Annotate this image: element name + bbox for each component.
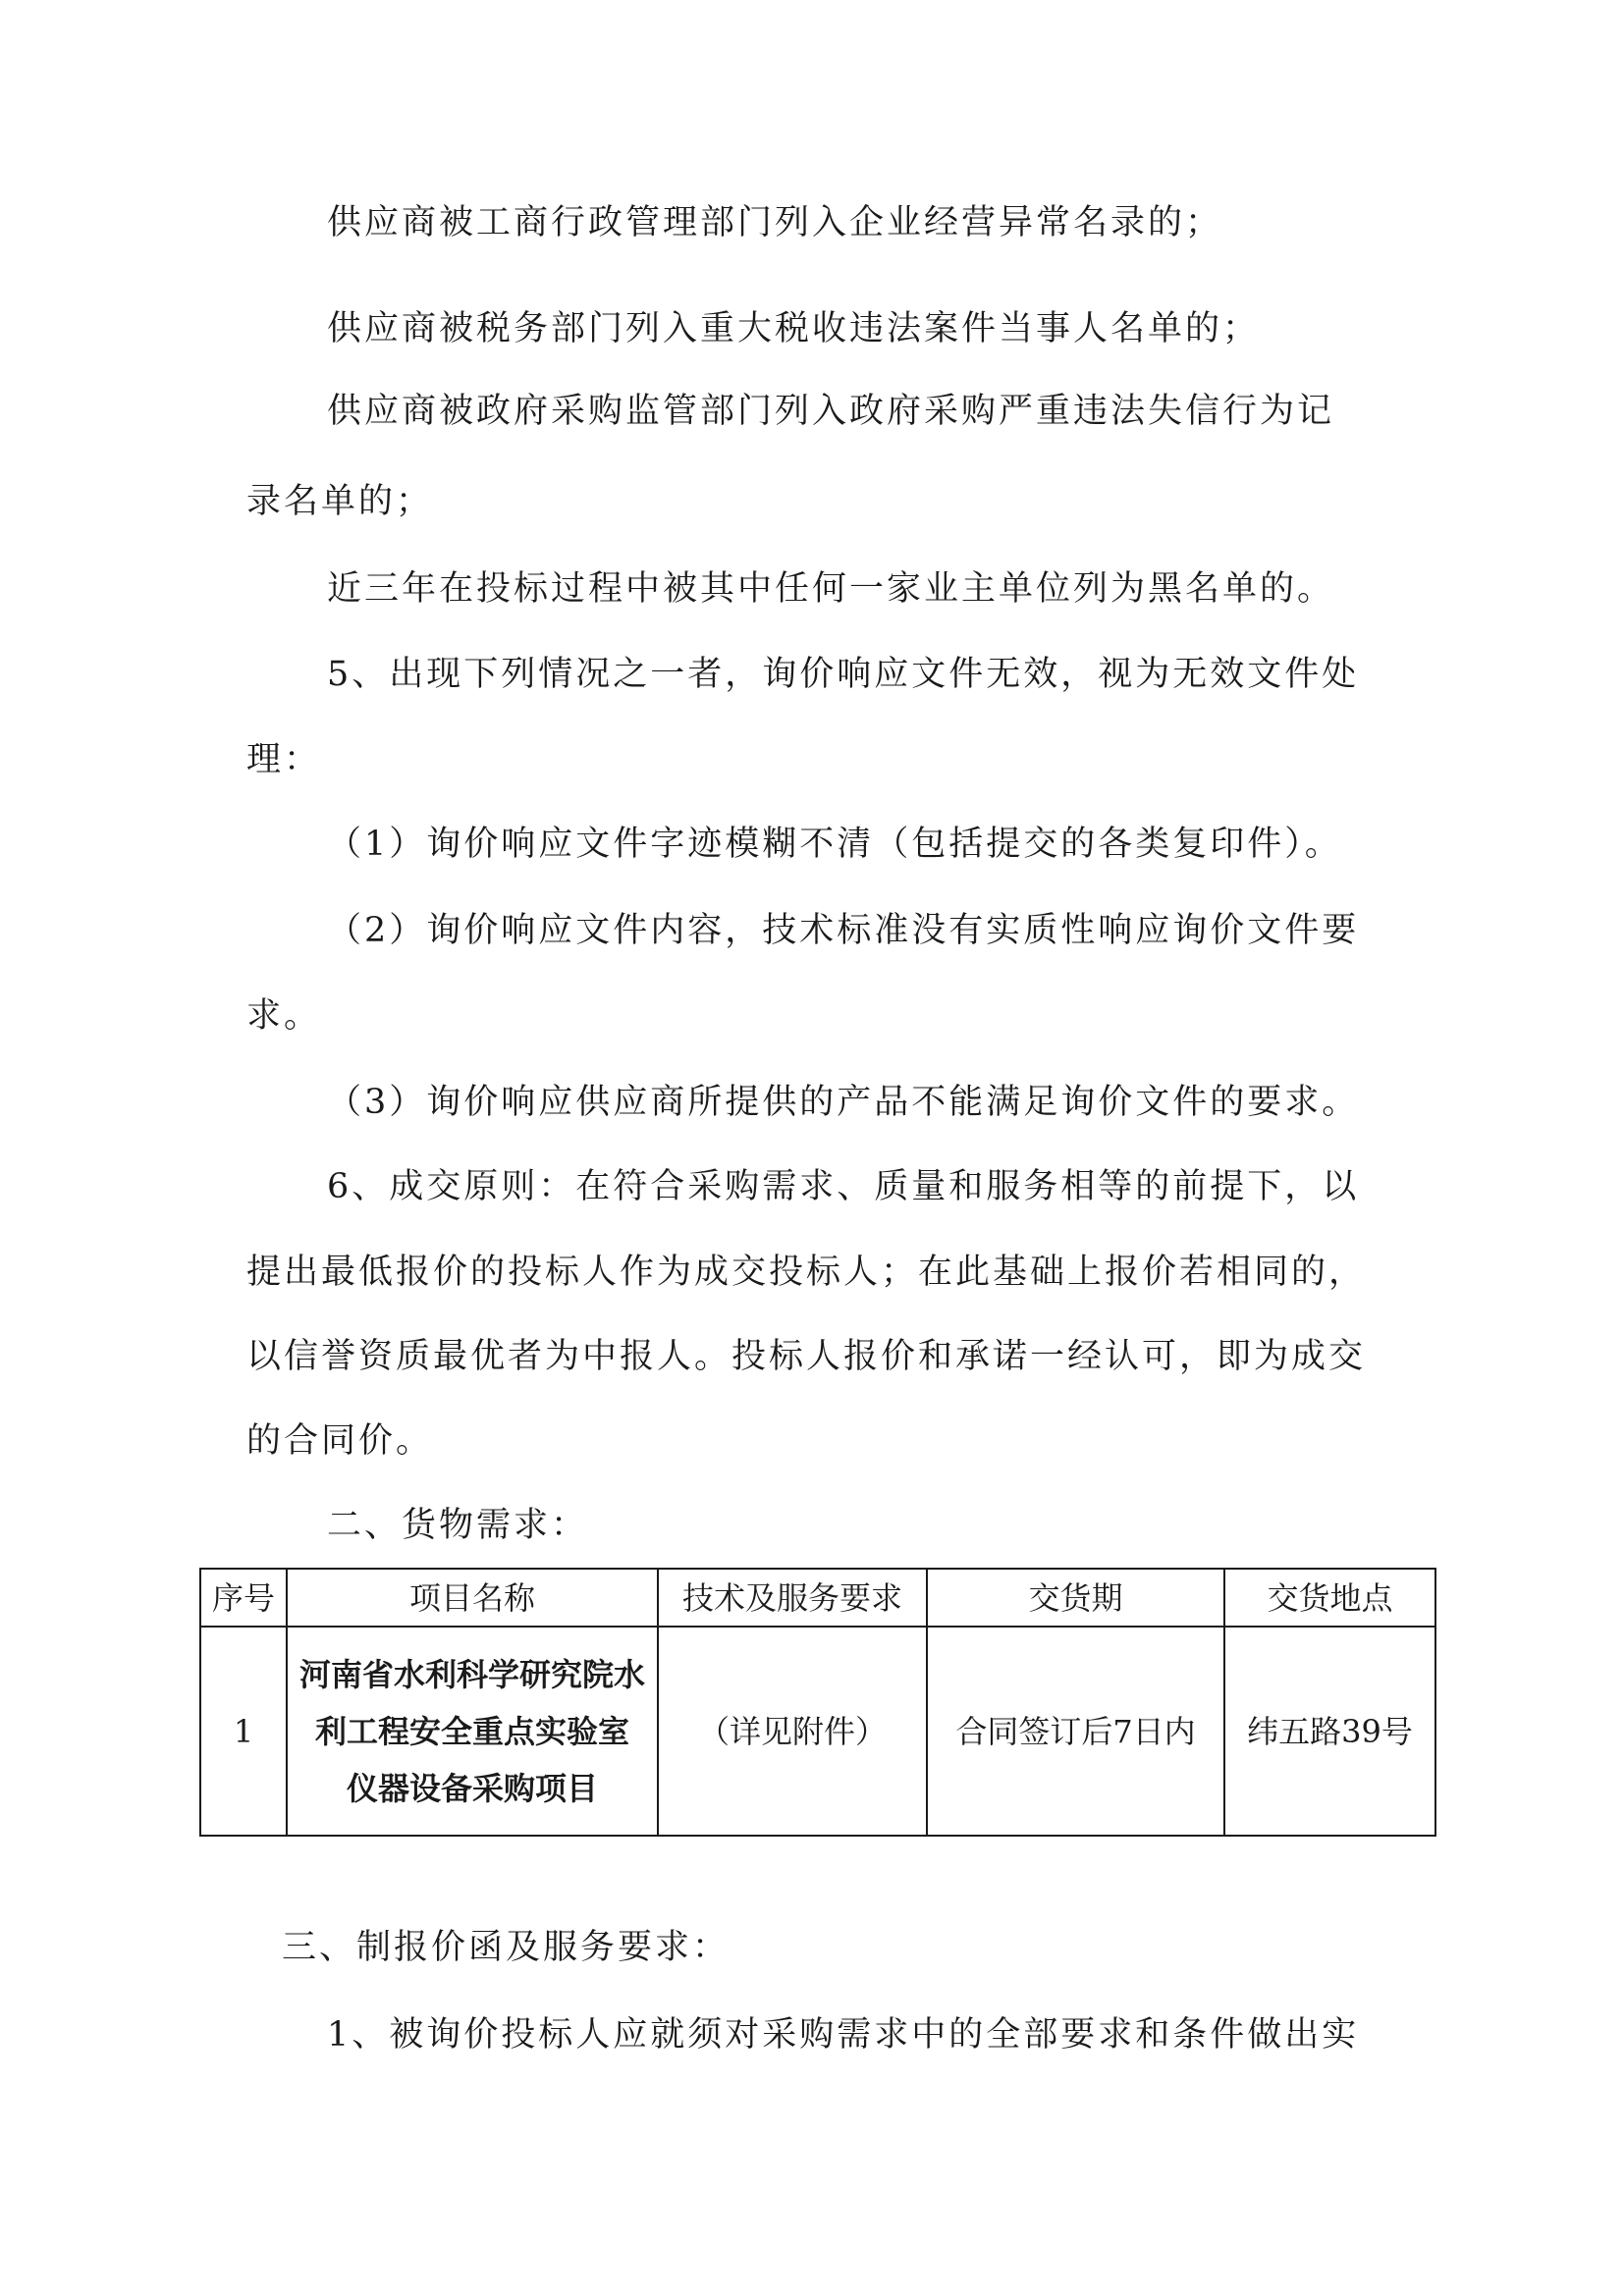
paragraph-quotation-1: 1、被询价投标人应就须对采购需求中的全部要求和条件做出实 <box>327 2015 1360 2055</box>
paragraph-1: 供应商被工商行政管理部门列入企业经营异常名录的； <box>327 203 1223 242</box>
table-header-row <box>200 1569 1435 1627</box>
goods-requirements-table <box>199 1568 1436 1837</box>
section-heading-goods: 二、货物需求： <box>327 1506 589 1545</box>
paragraph-6: （1）询价响应文件字迹模糊不清（包括提交的各类复印件）。 <box>327 825 1342 864</box>
paragraph-8: （3）询价响应供应商所提供的产品不能满足询价文件的要求。 <box>327 1083 1360 1122</box>
project-name-line-2: 利工程安全重点实验室 <box>314 1712 629 1750</box>
header-project-name: 项目名称 <box>287 1569 658 1627</box>
paragraph-3: 供应商被政府采购监管部门列入政府采购严重违法失信行为记 <box>327 392 1335 431</box>
table-row <box>200 1627 1435 1836</box>
cell-requirements: （详见附件） <box>658 1627 927 1836</box>
project-name-line-1: 河南省水利科学研究院水 <box>298 1655 645 1693</box>
header-requirements: 技术及服务要求 <box>658 1569 927 1627</box>
header-no: 序号 <box>200 1569 287 1627</box>
cell-project-name <box>287 1627 658 1836</box>
cell-no: 1 <box>200 1627 287 1836</box>
paragraph-5: 5、出现下列情况之一者，询价响应文件无效，视为无效文件处 <box>327 655 1360 694</box>
paragraph-9-cont-3: 的合同价。 <box>246 1421 434 1461</box>
paragraph-9: 6、成交原则：在符合采购需求、质量和服务相等的前提下，以 <box>327 1167 1360 1206</box>
paragraph-9-cont-2: 以信誉资质最优者为中报人。投标人报价和承诺一经认可，即为成交 <box>246 1337 1367 1376</box>
project-name-line-3: 仪器设备采购项目 <box>346 1769 598 1807</box>
cell-delivery-location: 纬五路39号 <box>1224 1627 1435 1836</box>
paragraph-5-cont: 理： <box>246 740 322 779</box>
paragraph-2: 供应商被税务部门列入重大税收违法案件当事人名单的； <box>327 309 1261 348</box>
header-delivery-location: 交货地点 <box>1224 1569 1435 1627</box>
paragraph-9-cont-1: 提出最低报价的投标人作为成交投标人；在此基础上报价若相同的， <box>246 1253 1367 1292</box>
paragraph-4: 近三年在投标过程中被其中任何一家业主单位列为黑名单的。 <box>327 569 1335 609</box>
paragraph-7: （2）询价响应文件内容，技术标准没有实质性响应询价文件要 <box>327 911 1360 950</box>
cell-delivery-period: 合同签订后7日内 <box>927 1627 1224 1836</box>
paragraph-7-cont: 求。 <box>246 996 322 1036</box>
paragraph-3-cont: 录名单的； <box>246 482 434 521</box>
section-heading-quotation: 三、制报价函及服务要求： <box>282 1928 731 1967</box>
header-delivery-period: 交货期 <box>927 1569 1224 1627</box>
